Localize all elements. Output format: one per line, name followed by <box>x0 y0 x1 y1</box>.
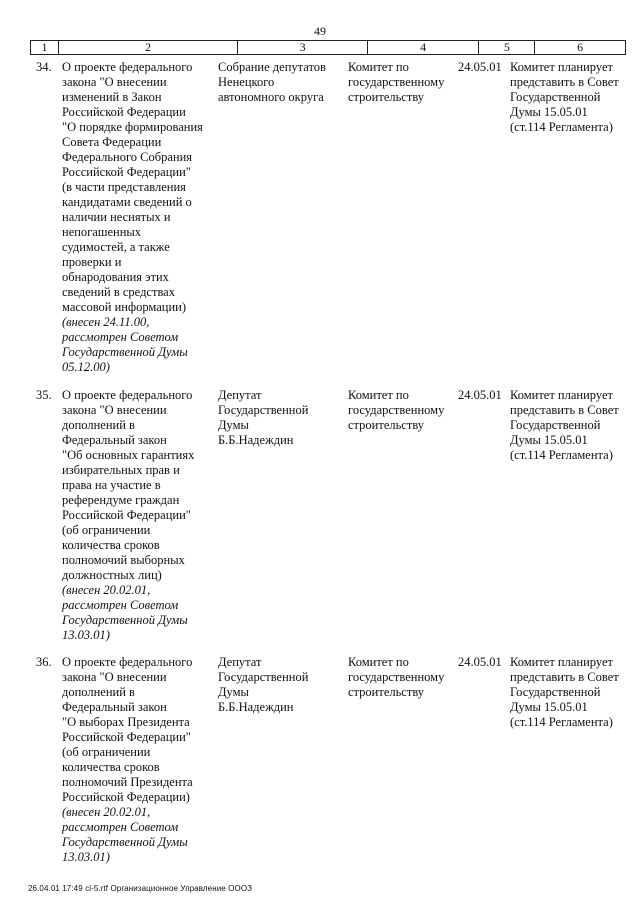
committee-plan-line: Государственной <box>510 90 601 104</box>
column-number-3: 3 <box>238 41 368 54</box>
bill-title-line: обнародования этих <box>62 270 169 284</box>
committee-plan <box>510 655 619 730</box>
committee-plan-line: (ст.114 Регламента) <box>510 715 613 729</box>
page-number: 49 <box>314 24 326 38</box>
committee-plan-line: Государственной <box>510 685 601 699</box>
bill-author <box>218 60 326 105</box>
bill-title-line: изменений в Закон <box>62 90 162 104</box>
committee-plan-line: Думы 15.05.01 <box>510 700 588 714</box>
committee-plan-line: Думы 15.05.01 <box>510 433 588 447</box>
bill-author-line: Думы <box>218 418 249 432</box>
bill-title-line: референдуме граждан <box>62 493 180 507</box>
row-number: 34. <box>36 60 52 74</box>
bill-title-line: судимостей, а также <box>62 240 170 254</box>
committee-plan-line: Государственной <box>510 418 601 432</box>
column-number-1: 1 <box>31 41 59 54</box>
column-number-4: 4 <box>368 41 480 54</box>
committee-plan-line: представить в Совет <box>510 75 619 89</box>
bill-title-line: (в части представления <box>62 180 186 194</box>
bill-author-line: Депутат <box>218 388 262 402</box>
bill-author-line: Государственной <box>218 403 309 417</box>
bill-title-line: "Об основных гарантиях <box>62 448 195 462</box>
committee-plan-line: (ст.114 Регламента) <box>510 120 613 134</box>
bill-status-note-line: (внесен 20.02.01, <box>62 805 151 819</box>
bill-author <box>218 655 308 715</box>
bill-title-line: полномочий Президента <box>62 775 193 789</box>
bill-author-line: Государственной <box>218 670 309 684</box>
committee-line: Комитет по <box>348 655 409 669</box>
bill-title-line: О проекте федерального <box>62 655 193 669</box>
bill-title-line: Федеральный закон <box>62 433 167 447</box>
bill-title-line: Федеральный закон <box>62 700 167 714</box>
bill-status-note-line: 05.12.00) <box>62 360 110 374</box>
bill-status-note-line: (внесен 24.11.00, <box>62 315 150 329</box>
bill-author-line: Собрание депутатов <box>218 60 326 74</box>
row-number: 35. <box>36 388 52 402</box>
bill-title-line: кандидатами сведений о <box>62 195 192 209</box>
bill-status-note-line: рассмотрен Советом <box>62 330 179 344</box>
bill-title-line: количества сроков <box>62 760 160 774</box>
bill-author-line: Депутат <box>218 655 262 669</box>
committee-plan-line: (ст.114 Регламента) <box>510 448 613 462</box>
bill-title-line: О проекте федерального <box>62 60 193 74</box>
bill-title-line: (об ограничении <box>62 523 151 537</box>
bill-title-line: наличии неснятых и <box>62 210 171 224</box>
bill-status-note-line: 13.03.01) <box>62 850 110 864</box>
committee-plan-line: Комитет планирует <box>510 60 613 74</box>
bill-author-line: Думы <box>218 685 249 699</box>
bill-title-line: непогашенных <box>62 225 142 239</box>
bill-title <box>62 388 194 643</box>
committee-line: государственному <box>348 670 445 684</box>
committee-line: Комитет по <box>348 60 409 74</box>
bill-title-line: закона "О внесении <box>62 403 167 417</box>
committee-line: строительству <box>348 418 425 432</box>
committee-line: государственному <box>348 75 445 89</box>
bill-title-line: сведений в средствах <box>62 285 175 299</box>
bill-title-line: избирательных прав и <box>62 463 180 477</box>
bill-title-line: дополнений в <box>62 685 135 699</box>
bill-title-line: количества сроков <box>62 538 160 552</box>
bill-title-line: права на участие в <box>62 478 161 492</box>
bill-title-line: должностных лиц) <box>62 568 162 582</box>
committee-line: строительству <box>348 685 425 699</box>
committee-plan-line: Комитет планирует <box>510 655 613 669</box>
committee-plan-line: представить в Совет <box>510 670 619 684</box>
committee-plan-line: Комитет планирует <box>510 388 613 402</box>
bill-title-line: дополнений в <box>62 418 135 432</box>
bill-author <box>218 388 308 448</box>
committee-line: строительству <box>348 90 425 104</box>
bill-status-note-line: рассмотрен Советом <box>62 820 179 834</box>
date-cell: 24.05.01 <box>458 60 502 74</box>
responsible-committee <box>348 388 444 433</box>
bill-title-line: Российской Федерации" <box>62 730 191 744</box>
responsible-committee <box>348 655 444 700</box>
date-cell: 24.05.01 <box>458 655 502 669</box>
bill-title-line: "О выборах Президента <box>62 715 190 729</box>
column-number-5: 5 <box>479 41 535 54</box>
committee-plan-line: представить в Совет <box>510 403 619 417</box>
committee-plan <box>510 60 619 135</box>
column-number-2: 2 <box>59 41 238 54</box>
committee-line: государственному <box>348 403 445 417</box>
bill-title-line: О проекте федерального <box>62 388 193 402</box>
bill-author-line: Ненецкого <box>218 75 275 89</box>
bill-title <box>62 60 203 375</box>
bill-status-note-line: Государственной Думы <box>62 613 188 627</box>
bill-title-line: Российской Федерации" <box>62 508 191 522</box>
bill-status-note-line: (внесен 20.02.01, <box>62 583 151 597</box>
committee-plan <box>510 388 619 463</box>
bill-title <box>62 655 193 865</box>
bill-title-line: закона "О внесении <box>62 75 167 89</box>
committee-plan-line: Думы 15.05.01 <box>510 105 588 119</box>
bill-title-line: Российской Федерации) <box>62 790 190 804</box>
bill-title-line: проверки и <box>62 255 122 269</box>
column-number-header <box>30 40 626 55</box>
responsible-committee <box>348 60 444 105</box>
bill-status-note-line: рассмотрен Советом <box>62 598 179 612</box>
committee-line: Комитет по <box>348 388 409 402</box>
date-cell: 24.05.01 <box>458 388 502 402</box>
bill-title-line: "О порядке формирования <box>62 120 203 134</box>
bill-author-line: Б.Б.Надеждин <box>218 700 294 714</box>
bill-author-line: Б.Б.Надеждин <box>218 433 294 447</box>
bill-title-line: полномочий выборных <box>62 553 185 567</box>
bill-title-line: Совета Федерации <box>62 135 162 149</box>
bill-title-line: Российской Федерации" <box>62 165 191 179</box>
column-number-6: 6 <box>577 40 584 54</box>
bill-title-line: (об ограничении <box>62 745 151 759</box>
bill-title-line: Российской Федерации <box>62 105 186 119</box>
bill-status-note-line: Государственной Думы <box>62 835 188 849</box>
bill-status-note-line: Государственной Думы <box>62 345 188 359</box>
bill-author-line: автономного округа <box>218 90 324 104</box>
bill-title-line: закона "О внесении <box>62 670 167 684</box>
bill-title-line: Федерального Собрания <box>62 150 193 164</box>
bill-title-line: массовой информации) <box>62 300 186 314</box>
bill-status-note-line: 13.03.01) <box>62 628 110 642</box>
page-footer: 26.04.01 17:49 cl-5.rtf Организационное Управление ОООЗ <box>28 884 253 893</box>
row-number: 36. <box>36 655 52 669</box>
